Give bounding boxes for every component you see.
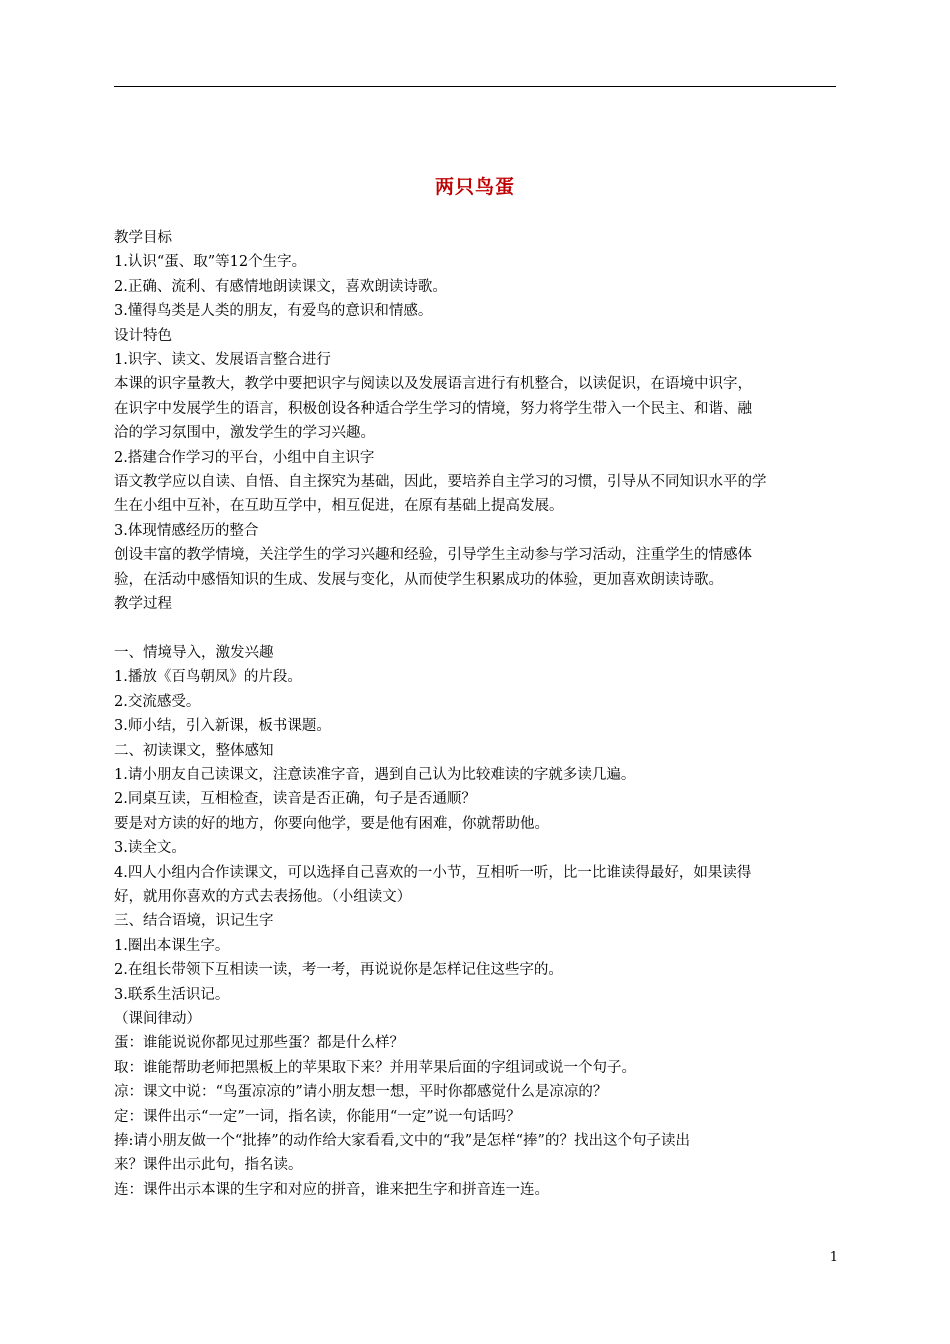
text-line: 一、情境导入，激发兴趣 <box>114 644 274 661</box>
text-line: 3.体现情感经历的整合 <box>114 522 259 539</box>
text-line: 1.认识“蛋、取”等12个生字。 <box>114 254 307 271</box>
text-line: 2.同桌互读，互相检查，读音是否正确，句子是否通顺？ <box>114 791 476 808</box>
text-line: 语文教学应以自读、自悟、自主探究为基础，因此，要培养自主学习的习惯，引导从不同知识水平的学 <box>114 474 767 491</box>
text-line: 教学目标 <box>114 230 172 246</box>
text-line: 要是对方读的好的地方，你要向他学，要是他有困难，你就帮助他。 <box>114 815 549 832</box>
text-line: 好，就用你喜欢的方式去表扬他。（小组读文） <box>114 888 412 905</box>
text-line: 凉：课文中说：“鸟蛋凉凉的”请小朋友想一想，平时你都感觉什么是凉凉的？ <box>114 1084 608 1101</box>
text-line: 创设丰富的教学情境，关注学生的学习兴趣和经验，引导学生主动参与学习活动，注重学生的情感体 <box>114 547 752 564</box>
text-line: 验，在活动中感悟知识的生成、发展与变化，从而使学生积累成功的体验，更加喜欢朗读诗歌。 <box>114 571 723 588</box>
text-line: 1.请小朋友自己读课文，注意读准字音，遇到自己认为比较难读的字就多读几遍。 <box>114 766 636 783</box>
document-title: 两只鸟蛋 <box>434 176 515 198</box>
text-line: 2.在组长带领下互相读一读，考一考，再说说你是怎样记住这些字的。 <box>114 962 563 979</box>
text-line: 蛋：谁能说说你都见过那些蛋？都是什么样？ <box>114 1035 404 1052</box>
text-line: 连：课件出示本课的生字和对应的拼音，谁来把生字和拼音连一连。 <box>114 1181 549 1198</box>
header-rule <box>114 86 836 87</box>
document-body <box>114 226 838 1202</box>
text-line: 2.交流感受。 <box>114 693 201 710</box>
text-line: 3.懂得鸟类是人类的朋友，有爱鸟的意识和情感。 <box>114 303 433 320</box>
text-line: 三、结合语境，识记生字 <box>114 913 274 930</box>
text-line: （课间律动） <box>114 1010 201 1027</box>
text-line: 取：谁能帮助老师把黑板上的苹果取下来？并用苹果后面的字组词或说一个句子。 <box>114 1059 636 1076</box>
text-line: 1.播放《百鸟朝凤》的片段。 <box>114 669 302 686</box>
text-line: 2.正确、流利、有感情地朗读课文，喜欢朗读诗歌。 <box>114 278 447 295</box>
text-line: 4.四人小组内合作读课文，可以选择自己喜欢的一小节，互相听一听，比一比谁读得最好，如果读得 <box>114 864 752 881</box>
text-line: 捧:请小朋友做一个“批捧”的动作给大家看看,文中的“我”是怎样“捧”的？找出这个句子读出 <box>114 1133 690 1150</box>
text-line: 二、初读课文，整体感知 <box>114 742 274 759</box>
text-line: 设计特色 <box>114 327 172 344</box>
text-line: 生在小组中互补，在互助互学中，相互促进，在原有基础上提高发展。 <box>114 498 564 515</box>
page-number: 1 <box>829 1250 838 1265</box>
text-line: 3.师小结，引入新课，板书课题。 <box>114 718 331 735</box>
text-line: 来？课件出示此句，指名读。 <box>114 1157 303 1174</box>
text-line: 定：课件出示“一定”一词，指名读，你能用“一定”说一句话吗？ <box>114 1108 521 1125</box>
text-line: 2.搭建合作学习的平台，小组中自主识字 <box>114 449 375 466</box>
text-line: 本课的识字量教大，教学中要把识字与阅读以及发展语言进行有机整合，以读促识，在语境中识字， <box>114 376 752 393</box>
text-line <box>114 617 838 641</box>
text-line: 1.识字、读文、发展语言整合进行 <box>114 352 331 369</box>
text-line: 教学过程 <box>114 596 172 613</box>
text-line: 在识字中发展学生的语言，积极创设各种适合学生学习的情境，努力将学生带入一个民主、和谐、融 <box>114 400 752 417</box>
text-line: 洽的学习氛围中，激发学生的学习兴趣。 <box>114 425 375 442</box>
text-line: 3.读全文。 <box>114 840 186 857</box>
text-line: 1.圈出本课生字。 <box>114 937 230 954</box>
text-line: 3.联系生活识记。 <box>114 986 230 1003</box>
